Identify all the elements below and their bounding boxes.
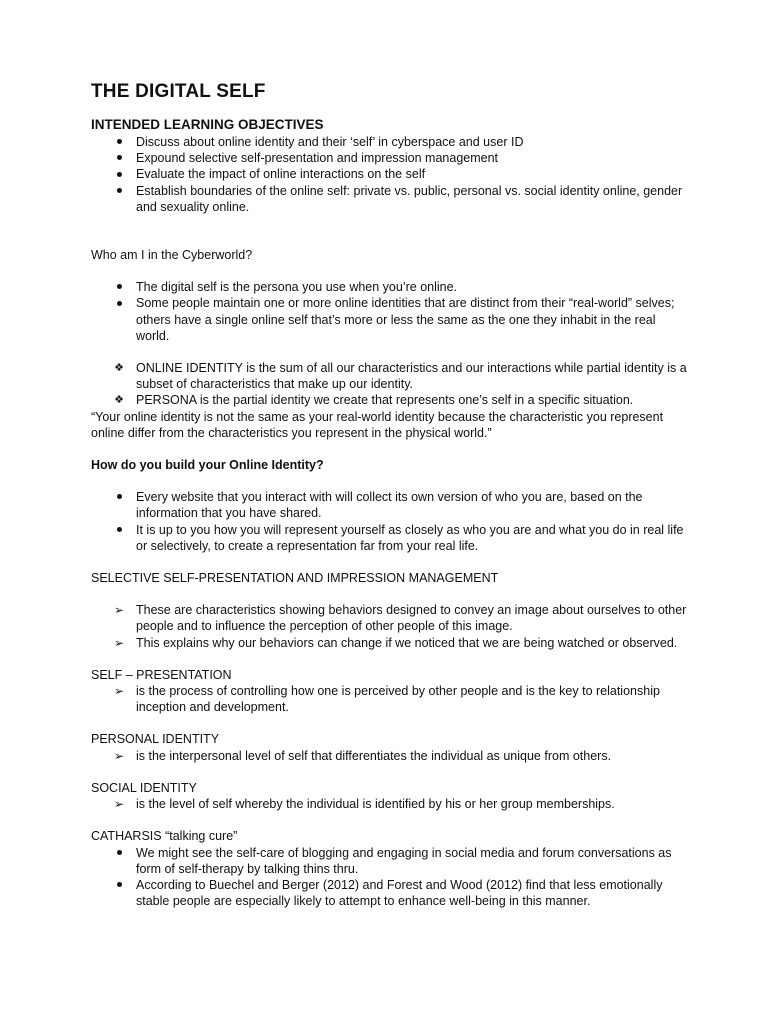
self-presentation-heading: SELF – PRESENTATION: [91, 667, 232, 682]
list-item: It is up to you how you will represent yourself as closely as who you are and what you do in real life or selectively, to create a representation far from your real life.: [91, 522, 691, 554]
list-item: Every website that you interact with will collect its own version of who you are, based on the information that you have shared.: [91, 489, 691, 521]
self-presentation-list: [91, 683, 691, 715]
definitions-list: [91, 360, 691, 409]
arrow-bullet-icon: ➢: [113, 748, 125, 763]
diamond-bullet-icon: ❖: [114, 362, 124, 375]
objectives-heading: INTENDED LEARNING OBJECTIVES: [91, 117, 324, 132]
bullet-dot-icon: [111, 845, 127, 861]
list-item: Expound selective self-presentation and impression management: [91, 150, 691, 166]
list-item: ➢ is the level of self whereby the individual is identified by his or her group memberships.: [91, 796, 691, 812]
arrow-bullet-icon: ➢: [113, 603, 125, 618]
list-item: ➢ is the process of controlling how one is perceived by other people and is the key to relationship inception and development.: [91, 683, 691, 715]
objectives-list: [91, 134, 691, 215]
build-list: [91, 489, 691, 554]
list-item: According to Buechel and Berger (2012) and Forest and Wood (2012) find that less emotionally stable people are especially likely to attempt to enhance well-being in this manner.: [91, 877, 691, 909]
document-title: THE DIGITAL SELF: [91, 81, 266, 102]
identity-quote: “Your online identity is not the same as your real-world identity because the characteristic you represent online differ from the characteristics you represent in the physical world.”: [91, 409, 664, 440]
bullet-dot-icon: [111, 183, 127, 199]
document-page: [91, 80, 691, 909]
list-item: ➢ is the interpersonal level of self that differentiates the individual as unique from others.: [91, 748, 691, 764]
cyberworld-list: [91, 279, 691, 344]
arrow-bullet-icon: ➢: [113, 797, 125, 812]
social-identity-heading: SOCIAL IDENTITY: [91, 780, 197, 795]
list-item: ➢ These are characteristics showing behaviors designed to convey an image about ourselves to other people and to influence the perception of other people of this image.: [91, 602, 691, 634]
list-item: ❖ PERSONA is the partial identity we create that represents one’s self in a specific situation.: [91, 392, 691, 408]
bullet-dot-icon: [111, 295, 127, 311]
social-identity-list: [91, 796, 691, 812]
list-item: ➢ This explains why our behaviors can change if we noticed that we are being watched or observed.: [91, 635, 691, 651]
bullet-dot-icon: [111, 150, 127, 166]
personal-identity-heading: PERSONAL IDENTITY: [91, 732, 220, 747]
list-item: Establish boundaries of the online self: private vs. public, personal vs. social identity online, gender and sexuality online.: [91, 183, 691, 215]
catharsis-heading: CATHARSIS “talking cure”: [91, 829, 238, 844]
selective-list: [91, 602, 691, 651]
arrow-bullet-icon: ➢: [113, 635, 125, 650]
list-item: We might see the self-care of blogging and engaging in social media and forum conversations as form of self-therapy by talking thins thru.: [91, 845, 691, 877]
cyberworld-question: Who am I in the Cyberworld?: [91, 248, 253, 263]
list-item: The digital self is the persona you use when you’re online.: [91, 279, 691, 295]
diamond-bullet-icon: ❖: [114, 394, 124, 407]
bullet-dot-icon: [111, 877, 127, 893]
list-item: ❖ ONLINE IDENTITY is the sum of all our characteristics and our interactions while partial identity is a subset of characteristics that make up our identity.: [91, 360, 691, 392]
bullet-dot-icon: [111, 134, 127, 150]
personal-identity-list: [91, 748, 691, 764]
arrow-bullet-icon: ➢: [113, 684, 125, 699]
bullet-dot-icon: [111, 166, 127, 182]
list-item: Discuss about online identity and their ‘self’ in cyberspace and user ID: [91, 134, 691, 150]
build-heading: How do you build your Online Identity?: [91, 458, 324, 473]
bullet-dot-icon: [111, 522, 127, 538]
list-item: Evaluate the impact of online interactions on the self: [91, 166, 691, 182]
bullet-dot-icon: [111, 279, 127, 295]
list-item: Some people maintain one or more online identities that are distinct from their “real-world” selves; others have a single online self that’s more or less the same as the one they inhabit in the real world.: [91, 295, 691, 344]
selective-heading: SELECTIVE SELF-PRESENTATION AND IMPRESSION MANAGEMENT: [91, 571, 499, 586]
bullet-dot-icon: [111, 489, 127, 505]
catharsis-list: [91, 845, 691, 910]
